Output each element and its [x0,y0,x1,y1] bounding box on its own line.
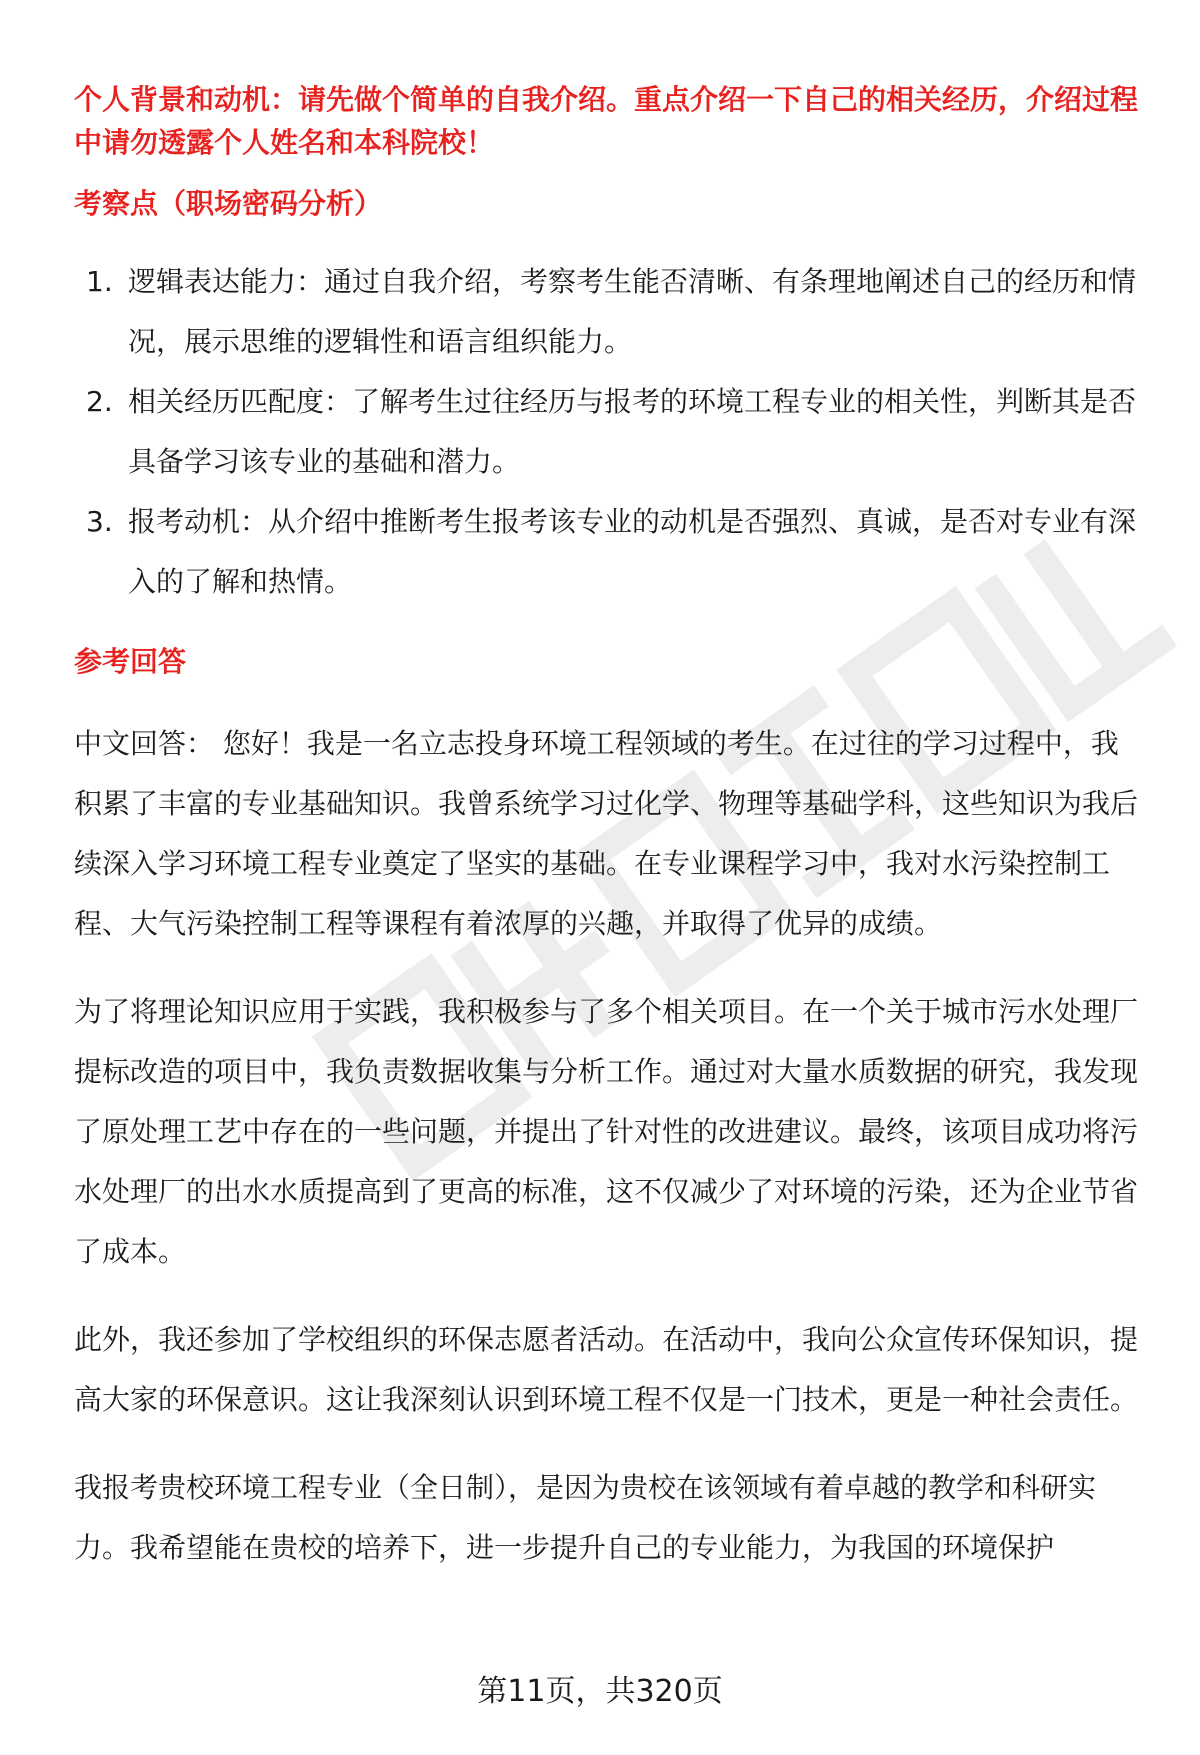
question-text: 个人背景和动机：请先做个简单的自我介绍。重点介绍一下自己的相关经历，介绍过程中请勿透露个人姓名和本科院校！ [74,83,1139,159]
list-item-text: 报考动机：从介绍中推断考生报考该专业的动机是否强烈、真诚，是否对专业有深入的了解和热情。 [128,505,1137,598]
list-item [74,492,1144,612]
list-number: 2. [86,385,113,418]
assessment-points-list [74,252,1144,612]
answer-paragraph: 我报考贵校环境工程专业（全日制），是因为贵校在该领域有着卓越的教学和科研实力。我希望能在贵校的培养下，进一步提升自己的专业能力，为我国的环境保护 [74,1471,1097,1564]
list-item [74,372,1144,492]
list-item [74,252,1144,372]
list-item-text: 逻辑表达能力：通过自我介绍，考察考生能否清晰、有条理地阐述自己的经历和情况，展示思维的逻辑性和语言组织能力。 [128,265,1137,358]
answer-heading: 参考回答 [74,645,187,678]
page-content [74,78,1144,1578]
answer-paragraph: 中文回答： 您好！我是一名立志投身环境工程领域的考生。在过往的学习过程中，我积累了丰富的专业基础知识。我曾系统学习过化学、物理等基础学科，这些知识为我后续深入学习环境工程专业奠定了坚实的基础。在专业课程学习中，我对水污染控制工程、大气污染控制工程等课程有着浓厚的兴趣，并取得了优异的成绩。 [74,727,1139,940]
answer-paragraph: 为了将理论知识应用于实践，我积极参与了多个相关项目。在一个关于城市污水处理厂提标改造的项目中，我负责数据收集与分析工作。通过对大量水质数据的研究，我发现了原处理工艺中存在的一些问题，并提出了针对性的改进建议。最终，该项目成功将污水处理厂的出水水质提高到了更高的标准，这不仅减少了对环境的污染，还为企业节省了成本。 [74,995,1139,1268]
list-number: 3. [86,505,113,538]
list-number: 1. [86,265,113,298]
answer-paragraph: 此外，我还参加了学校组织的环保志愿者活动。在活动中，我向公众宣传环保知识，提高大家的环保意识。这让我深刻认识到环境工程不仅是一门技术，更是一种社会责任。 [74,1323,1139,1416]
points-heading: 考察点（职场密码分析） [74,187,383,220]
list-item-text: 相关经历匹配度：了解考生过往经历与报考的环境工程专业的相关性，判断其是否具备学习该专业的基础和潜力。 [128,385,1137,478]
page-number-footer: 第11页，共320页 [477,1674,723,1709]
